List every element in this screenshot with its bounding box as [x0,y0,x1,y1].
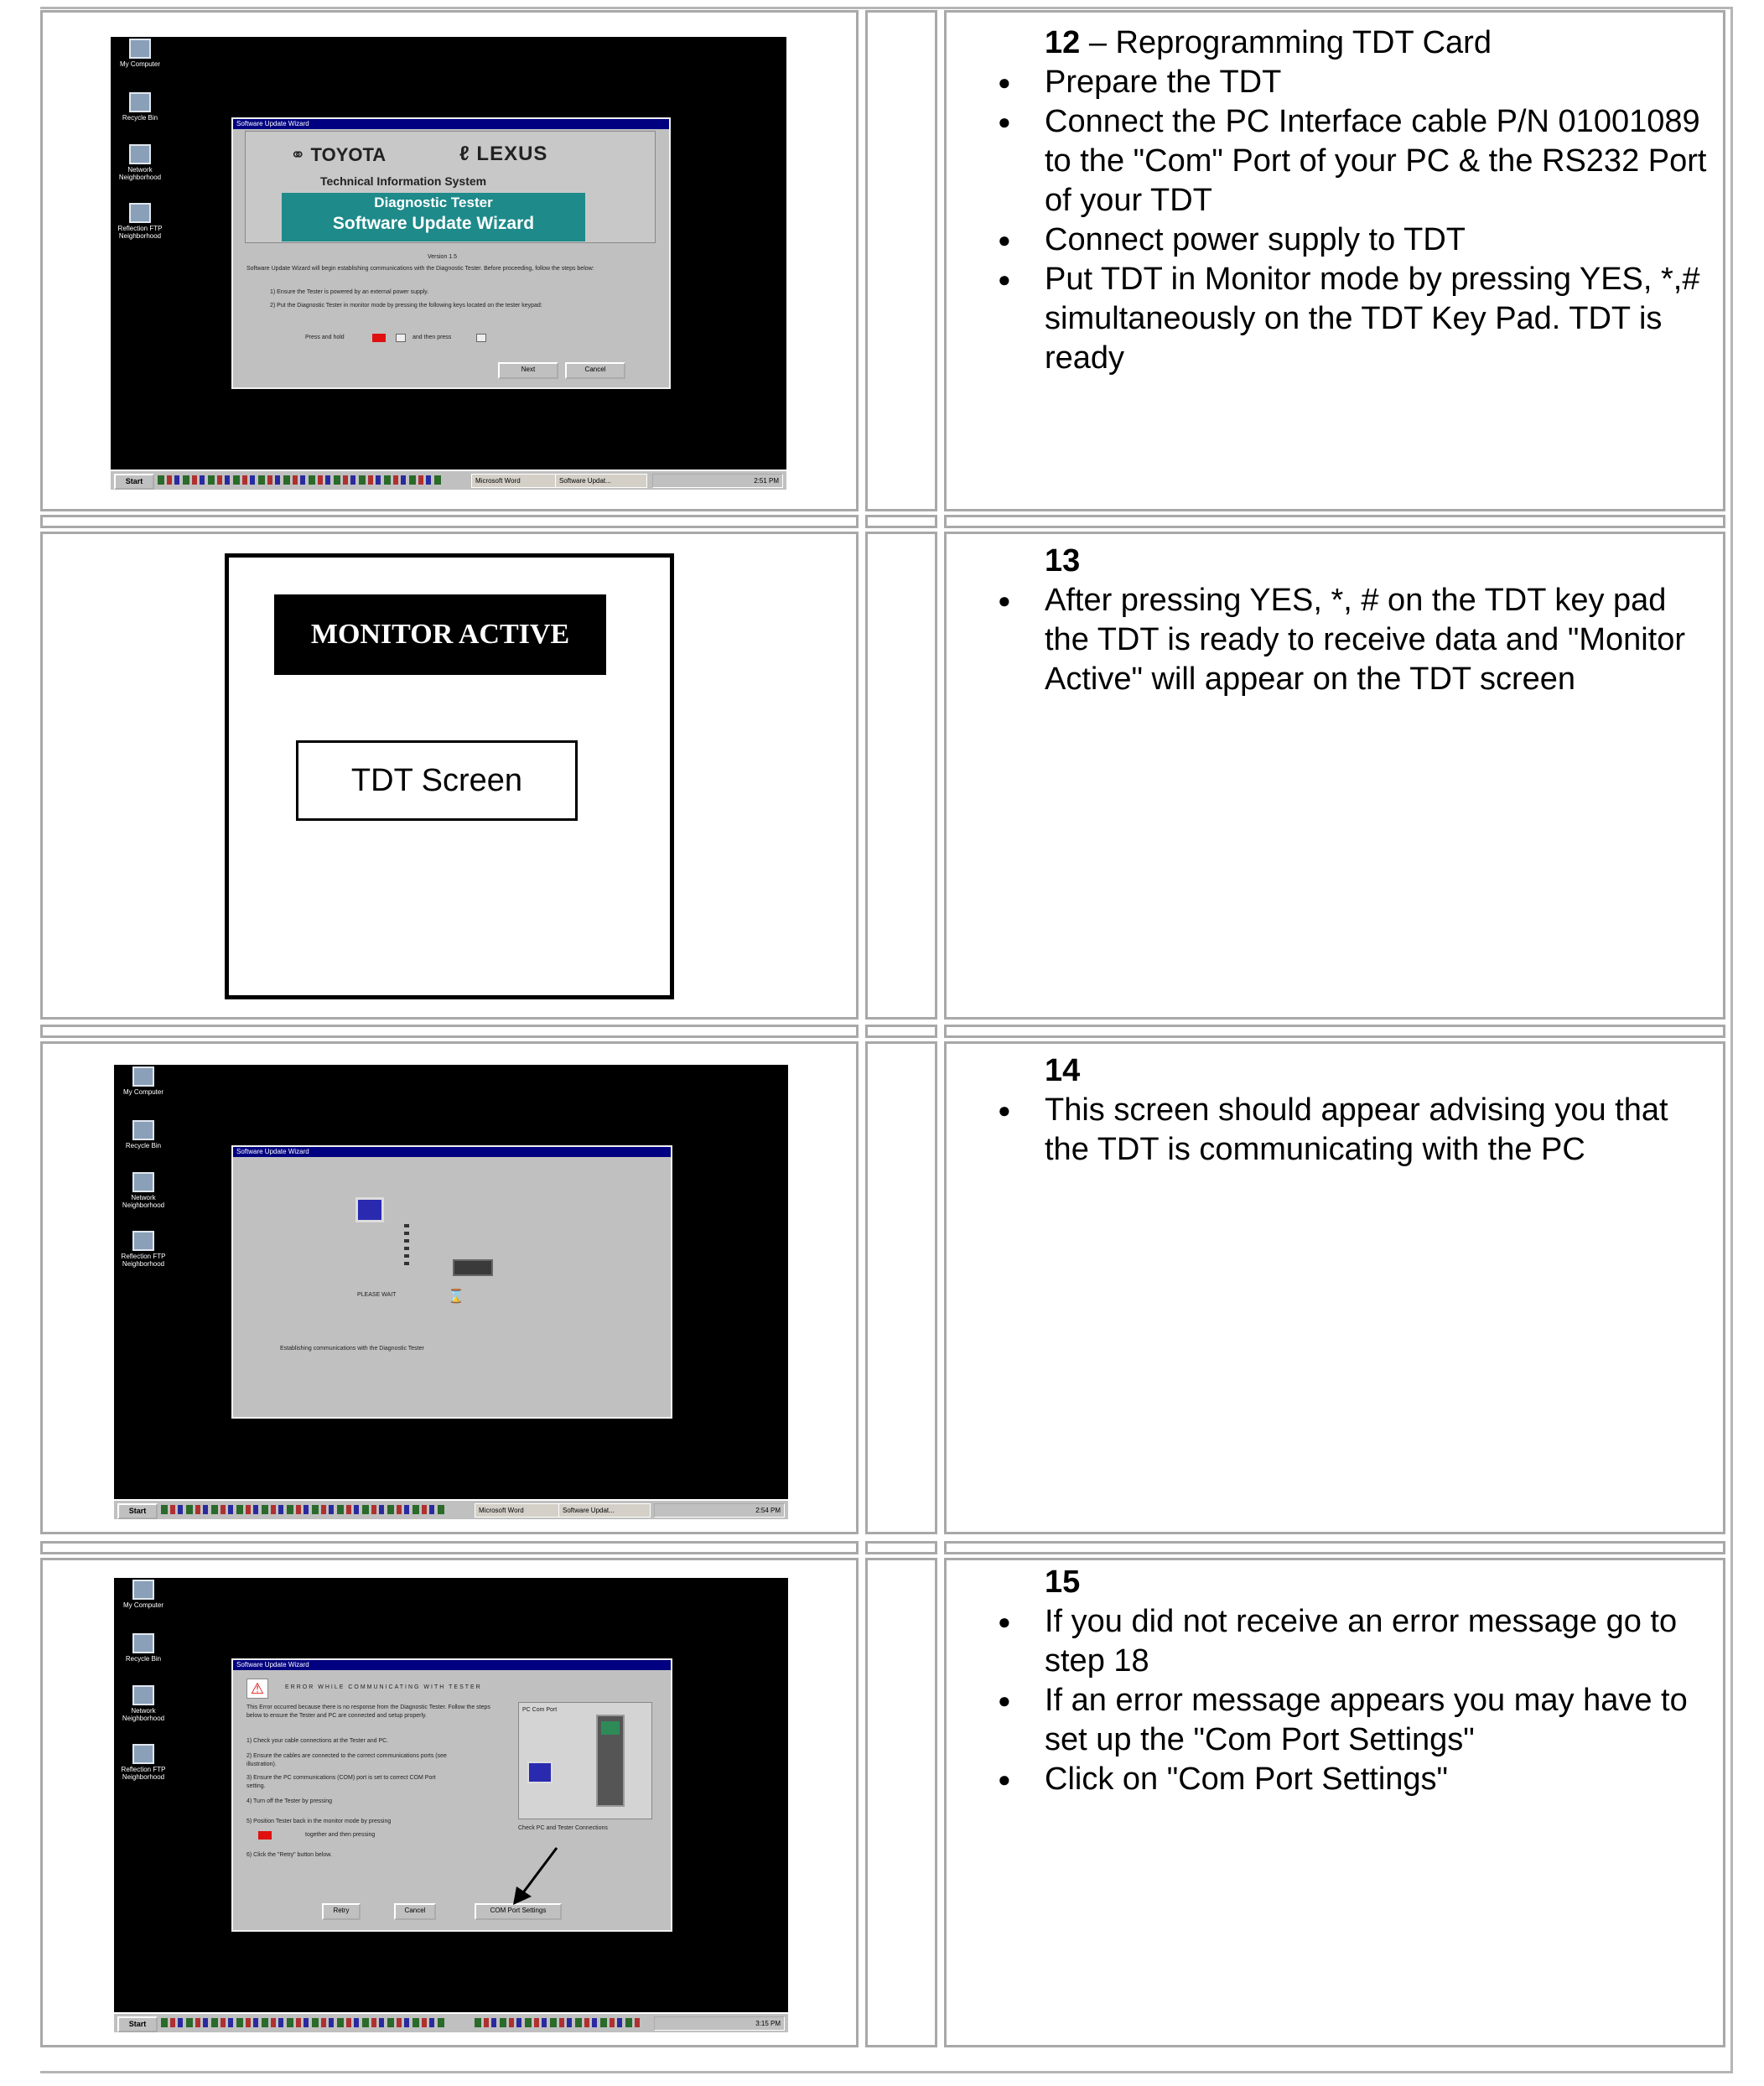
list-item: ● After pressing YES, *, # on the TDT key pad the TDT is ready to receive data and "Monitor Active" will appear on the TDT screen [1045,581,1715,699]
network-neighborhood-icon: Network Neighborhood [111,144,169,181]
wizard-step-a: 1) Ensure the Tester is powered by an external power supply. [270,289,429,295]
start-button[interactable]: Start [114,474,154,490]
com-port-settings-button[interactable]: COM Port Settings [475,1903,562,1920]
hash-key-icon [476,334,486,342]
wizard-window [231,1658,672,1932]
pointer-arrow-icon [510,1845,560,1907]
monitor-active-display [274,594,606,675]
network-neighborhood-icon: Network Neighborhood [114,1172,173,1209]
wizard-title-bar: Software Update Wizard [233,1660,671,1670]
step-13-bullets [1045,581,1715,699]
row-separator [865,1025,937,1038]
row-14-spacer-cell [865,1041,937,1534]
system-tray-clock: 2:54 PM [654,1503,785,1518]
recycle-bin-icon: Recycle Bin [114,1633,173,1663]
table-bottom-border [40,2071,1730,2073]
step-12-bullets [1045,63,1715,378]
tester-icon [453,1259,493,1276]
my-computer-icon: My Computer [114,1580,173,1609]
retry-button[interactable]: Retry [322,1903,361,1920]
wizard-banner: Diagnostic Tester Software Update Wizard [282,193,585,241]
network-neighborhood-icon: Network Neighborhood [114,1685,173,1722]
row-separator [944,515,1725,528]
wizard-title-bar: Software Update Wizard [233,119,669,129]
please-wait-screenshot [114,1065,788,1519]
list-item: ● This screen should appear advising you that the TDT is communicating with the PC [1045,1091,1715,1170]
yes-key-icon [258,1831,272,1840]
taskbar-word-button[interactable]: Microsoft Word [475,1503,562,1518]
lexus-logo: ℓ LEXUS [459,143,548,165]
step-12-text [1045,23,1715,378]
row-15-spacer-cell [865,1558,937,2047]
list-item: ● Prepare the TDT [1045,63,1715,102]
system-tray-clock: 2:51 PM [652,474,783,488]
row-separator [944,1025,1725,1038]
list-item: ● Put TDT in Monitor mode by pressing YES, *,# simultaneously on the TDT Key Pad. TDT is ready [1045,260,1715,378]
taskbar-wizard-button[interactable]: Software Updat... [558,1503,651,1518]
yes-key-icon [372,334,386,342]
monitor-active-text: MONITOR ACTIVE [310,619,570,650]
wizard-intro: Software Update Wizard will begin establishing communications with the Diagnostic Tester. Before proceeding, follow the steps below: [246,266,594,272]
step-15-text [1045,1563,1715,1799]
system-tray-clock: 3:15 PM [654,2016,785,2031]
row-13-spacer-cell [865,532,937,1020]
cancel-button[interactable]: Cancel [565,362,625,379]
reflection-ftp-icon: Reflection FTP Neighborhood [114,1231,173,1268]
reflection-ftp-icon: Reflection FTP Neighborhood [114,1744,173,1781]
row-separator [40,515,859,528]
row-separator [40,1025,859,1038]
taskbar-window-buttons[interactable] [475,2018,642,2027]
wizard-window [231,1145,672,1419]
step-12-heading: 12 – Reprogramming TDT Card [1045,25,1492,60]
quick-launch-icons[interactable] [161,1505,446,1514]
list-item: ● If you did not receive an error message go to step 18 [1045,1602,1715,1681]
quick-launch-icons[interactable] [161,2018,446,2027]
connection-dots [404,1224,409,1266]
wizard-title-bar: Software Update Wizard [233,1147,671,1157]
error-heading: ERROR WHILE COMMUNICATING WITH TESTER [285,1684,482,1690]
row-separator [865,1541,937,1554]
row-12-spacer-cell [865,10,937,511]
step-15-bullets [1045,1602,1715,1799]
hourglass-icon: ⌛ [448,1289,464,1304]
step-15-heading: 15 [1045,1564,1081,1600]
row-separator [944,1541,1725,1554]
com-error-screenshot [114,1578,788,2032]
tdt-screen-caption-box [296,740,578,821]
press-hold-label: Press and hold [305,335,345,340]
start-button[interactable]: Start [117,1503,158,1519]
please-wait-label: PLEASE WAIT [357,1292,397,1298]
error-step-6: 6) Click the "Retry" button below. [246,1852,332,1858]
quick-launch-icons[interactable] [158,475,443,485]
pc-icon [527,1762,553,1783]
taskbar-word-button[interactable]: Microsoft Word [471,474,558,488]
tdt-screen-figure [225,553,674,999]
check-connections-label: Check PC and Tester Connections [518,1825,608,1831]
version-label: Version 1.5 [428,254,458,260]
error-step-3: 3) Ensure the PC communications (COM) port is set to correct COM Port setting. [246,1775,436,1789]
list-item: ● Connect the PC Interface cable P/N 01001089 to the "Com" Port of your PC & the RS232 Port of your TDT [1045,102,1715,221]
wizard-step-b: 2) Put the Diagnostic Tester in monitor mode by pressing the following keys located on the tester keypad: [270,303,542,309]
error-intro: This Error occurred because there is no response from the Diagnostic Tester. Follow the steps below to ensure the Tester and PC are connected and setup properly. [246,1705,490,1719]
table-top-border [40,7,1730,9]
step-14-bullets [1045,1091,1715,1170]
step-13-text [1045,542,1715,699]
error-step-1: 1) Check your cable connections at the Tester and PC. [246,1738,389,1744]
error-step-5: 5) Position Tester back in the monitor mode by pressing [246,1819,392,1824]
star-key-icon [396,334,406,342]
list-item: ● Click on "Com Port Settings" [1045,1760,1715,1799]
tester-screen-icon [601,1721,620,1735]
then-press-label: and then press [412,335,452,340]
table-right-border [1730,7,1733,2073]
recycle-bin-icon: Recycle Bin [111,92,169,122]
system-name: Technical Information System [320,174,487,188]
next-button[interactable]: Next [498,362,558,379]
taskbar [111,470,786,490]
taskbar [114,1499,788,1519]
reflection-ftp-icon: Reflection FTP Neighborhood [111,203,169,240]
start-button[interactable]: Start [117,2016,158,2032]
list-item: ● If an error message appears you may have to set up the "Com Port Settings" [1045,1681,1715,1760]
step-14-text [1045,1051,1715,1170]
connection-diagram [518,1702,652,1819]
error-step-2: 2) Ensure the cables are connected to the correct communications ports (see illustration). [246,1753,447,1767]
taskbar [114,2012,788,2032]
step-13-heading: 13 [1045,543,1081,579]
row-separator [865,515,937,528]
list-item: ● Connect power supply to TDT [1045,221,1715,260]
toyota-logo: ⚭ TOYOTA [290,144,387,165]
my-computer-icon: My Computer [111,39,169,68]
taskbar-wizard-button[interactable]: Software Updat... [555,474,647,488]
my-computer-icon: My Computer [114,1066,173,1096]
warning-icon: ⚠ [246,1679,268,1699]
pc-com-port-label: PC Com Port [522,1707,558,1713]
pc-icon [355,1197,384,1222]
wizard-window [231,117,671,389]
software-update-wizard-screenshot [111,37,786,490]
tdt-screen-caption: TDT Screen [350,763,523,798]
cancel-button[interactable]: Cancel [394,1903,436,1920]
row-separator [40,1541,859,1554]
recycle-bin-icon: Recycle Bin [114,1120,173,1149]
establishing-label: Establishing communications with the Diagnostic Tester [280,1346,424,1352]
error-step-5b: together and then pressing [305,1832,376,1838]
step-14-heading: 14 [1045,1053,1081,1088]
error-step-4: 4) Turn off the Tester by pressing [246,1798,333,1804]
